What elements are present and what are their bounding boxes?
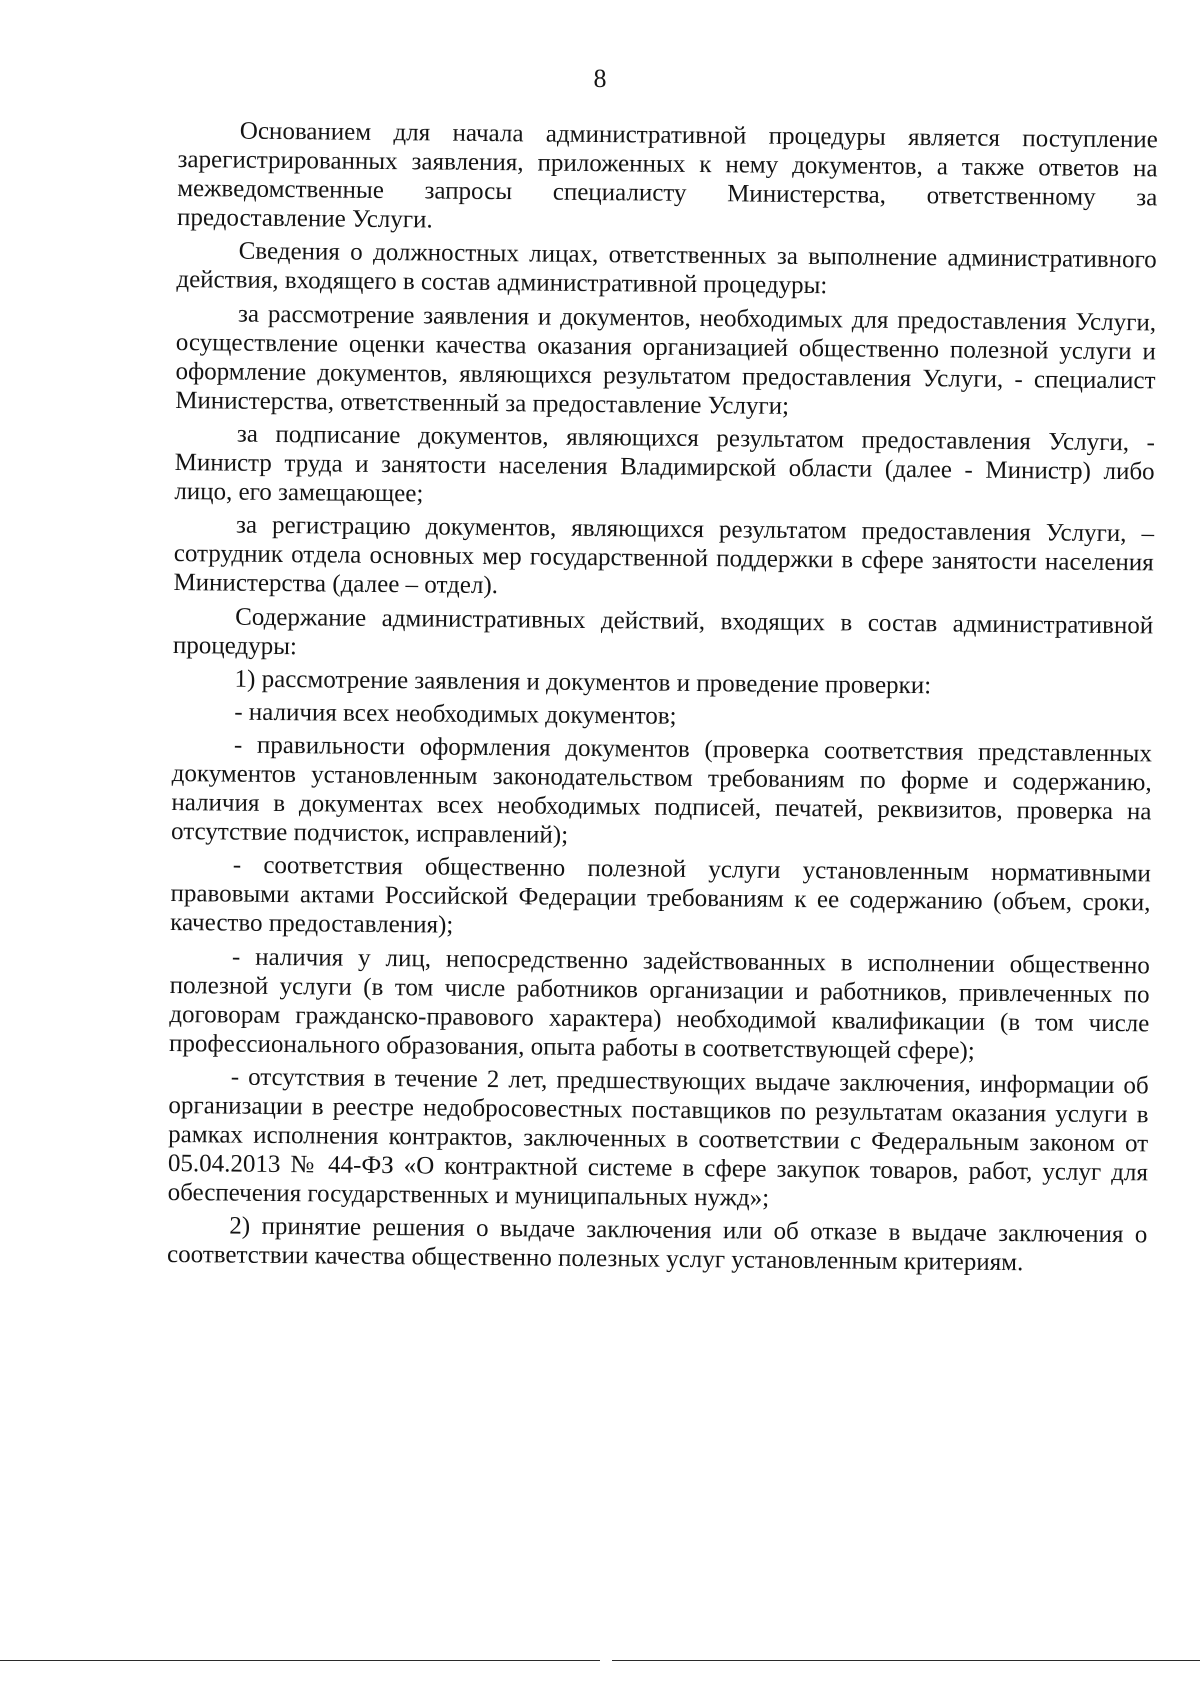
- list-item-decision: 2) принятие решения о выдаче заключения или об отказе в выдаче заключения о соответствии качества общественно полезных услуг установленным критериям.: [166, 1212, 1148, 1277]
- list-item-documents-correctness: - правильности оформления документов (проверка соответствия представленных документов установленным законодательством требованиям по форме и содержанию, наличия в документах всех необходимых подписей, печатей, реквизитов, проверка на отсутствие подчисток, исправлений);: [171, 731, 1153, 849]
- document-body: [167, 116, 1158, 1283]
- paragraph-basis: Основанием для начала административной процедуры является поступление зарегистрированных заявления, приложенных к нему документов, а также ответов на межведомственные запросы специалисту Министерства, ответственному за предоставление Услуги.: [176, 117, 1158, 234]
- paragraph-review-responsible: за рассмотрение заявления и документов, необходимых для предоставления Услуги, осуществление оценки качества оказания организацией общественно полезной услуги и оформление документов, являющихся результатом предоставления Услуги, - специалист Министерства, ответственный за предоставление Услуги;: [175, 300, 1157, 420]
- page-number: 8: [593, 64, 607, 93]
- list-item-review: 1) рассмотрение заявления и документов и проведение проверки:: [234, 665, 932, 699]
- list-item-service-compliance: - соответствия общественно полезной услуги установленным нормативными правовыми актами Российской Федерации требованиям к ее содержанию (объем, сроки, качество предоставления);: [170, 851, 1151, 940]
- paragraph-officials-info: Сведения о должностных лицах, ответственных за выполнение административного действия, входящего в состав административной процедуры:: [176, 237, 1157, 300]
- list-item-documents-presence: - наличия всех необходимых документов;: [234, 698, 677, 730]
- list-item-unfair-suppliers: - отсутствия в течение 2 лет, предшествующих выдаче заключения, информации об организации в реестре недобросовестных поставщиков по результатам оказания услуги в рамках исполнения контрактов, заключенных в соответствии с Федеральным законом от 05.04.2013 № 44-ФЗ «О контрактной системе в сфере закупок товаров, работ, услуг для обеспечения государственных и муниципальных нужд»;: [167, 1063, 1149, 1213]
- paragraph-actions-content: Содержание административных действий, входящих в состав административной процедуры:: [172, 603, 1154, 660]
- list-item-qualification: - наличия у лиц, непосредственно задействованных в исполнении общественно полезной услуги (в том числе работников организации и работников, привлеченных по договорам гражданско-правового характера) необходимой квалификации (в том числе профессионального образования, опыта работы в соответствующей сфере);: [168, 943, 1151, 1065]
- paragraph-registration-responsible: за регистрацию документов, являющихся результатом предоставления Услуги, – сотрудник отдела основных мер государственной поддержки в сфере занятости населения Министерства (далее – отдел).: [173, 511, 1155, 600]
- footer-divider-right: [612, 1660, 1200, 1661]
- paragraph-signing-responsible: за подписание документов, являющихся результатом предоставления Услуги, - Министр труда и занятости населения Владимирской области (далее - Министр) либо лицо, его замещающее;: [174, 420, 1156, 508]
- footer-divider-left: [0, 1660, 600, 1661]
